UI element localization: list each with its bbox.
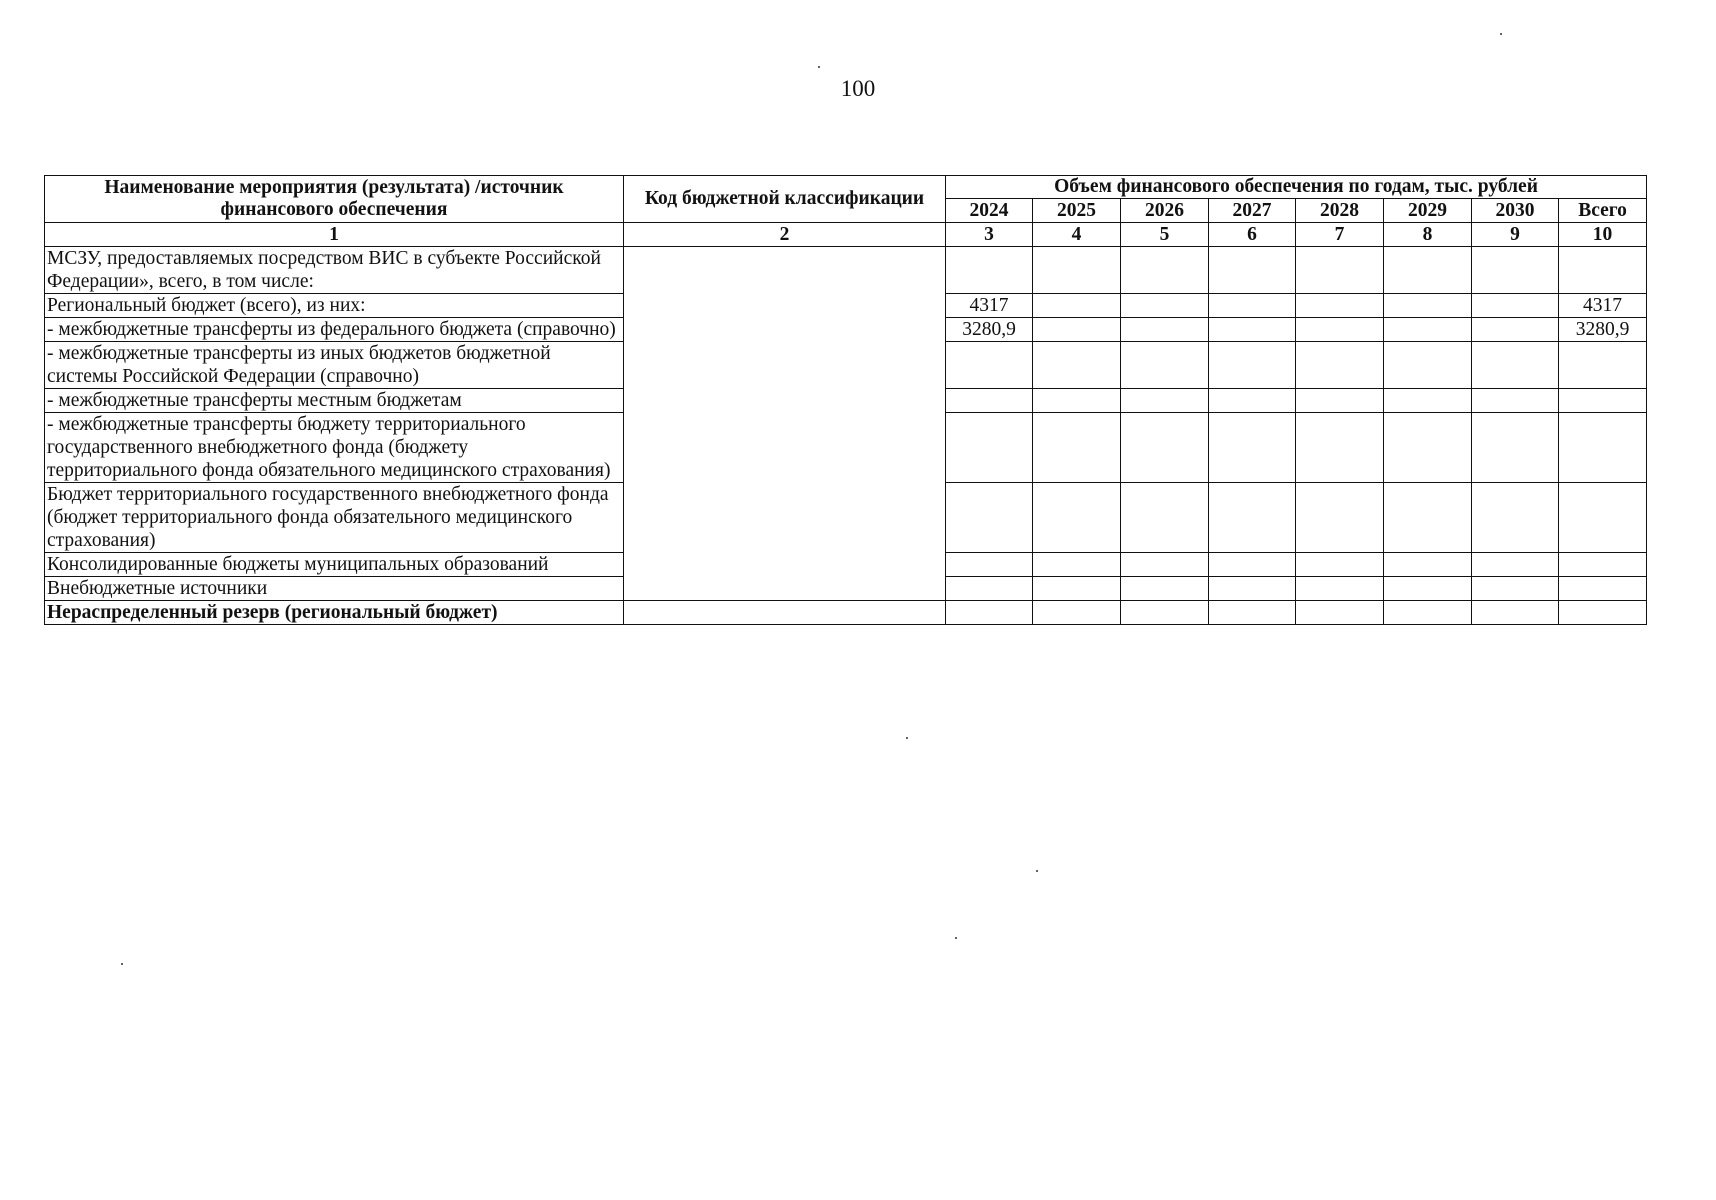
value-cell: [1472, 389, 1559, 413]
scan-speck: [1036, 870, 1038, 872]
value-cell: [1472, 413, 1559, 483]
total-cell: [1559, 389, 1647, 413]
value-cell: [1472, 247, 1559, 294]
value-cell: [1296, 389, 1384, 413]
scan-speck: [906, 737, 908, 739]
value-cell: [1384, 577, 1472, 601]
value-cell: 4317: [946, 294, 1033, 318]
header-code: Код бюджетной классификации: [624, 176, 946, 223]
total-cell: [1559, 601, 1647, 625]
value-cell: [1296, 577, 1384, 601]
value-cell: [1209, 413, 1296, 483]
year-header: 2026: [1121, 199, 1209, 223]
value-cell: [1209, 577, 1296, 601]
value-cell: [1384, 294, 1472, 318]
column-number: 7: [1296, 223, 1384, 247]
scan-speck: [1500, 33, 1502, 35]
value-cell: [1121, 294, 1209, 318]
value-cell: [1296, 601, 1384, 625]
year-header: 2028: [1296, 199, 1384, 223]
total-header: Всего: [1559, 199, 1647, 223]
column-number: 1: [45, 223, 624, 247]
scan-speck: [818, 66, 820, 68]
value-cell: [1121, 247, 1209, 294]
row-name: - межбюджетные трансферты из иных бюджетов бюджетной системы Российской Федерации (справочно): [45, 342, 624, 389]
value-cell: [1033, 342, 1121, 389]
row-name: - межбюджетные трансферты из федерального бюджета (справочно): [45, 318, 624, 342]
value-cell: [1472, 601, 1559, 625]
row-name: Нераспределенный резерв (региональный бюджет): [45, 601, 624, 625]
value-cell: [946, 247, 1033, 294]
value-cell: [1384, 389, 1472, 413]
value-cell: [946, 389, 1033, 413]
total-cell: 3280,9: [1559, 318, 1647, 342]
column-number: 4: [1033, 223, 1121, 247]
value-cell: [1296, 413, 1384, 483]
value-cell: [946, 601, 1033, 625]
value-cell: [1209, 553, 1296, 577]
row-name: - межбюджетные трансферты местным бюджетам: [45, 389, 624, 413]
header-row: [45, 176, 1647, 199]
value-cell: [1384, 342, 1472, 389]
year-header: 2030: [1472, 199, 1559, 223]
header-name: Наименование мероприятия (результата) /источник финансового обеспечения: [45, 176, 624, 223]
value-cell: [1296, 294, 1384, 318]
year-header: 2024: [946, 199, 1033, 223]
total-cell: [1559, 413, 1647, 483]
year-header: 2025: [1033, 199, 1121, 223]
value-cell: [1384, 413, 1472, 483]
value-cell: [1033, 294, 1121, 318]
value-cell: [1472, 342, 1559, 389]
column-number: 8: [1384, 223, 1472, 247]
value-cell: [1209, 247, 1296, 294]
row-name: - межбюджетные трансферты бюджету территориального государственного внебюджетного фонда (бюджету территориального фонда обязательного медицинского страхования): [45, 413, 624, 483]
column-number: 2: [624, 223, 946, 247]
value-cell: [1296, 247, 1384, 294]
value-cell: [1121, 342, 1209, 389]
value-cell: [1384, 553, 1472, 577]
value-cell: [1033, 247, 1121, 294]
value-cell: [1296, 483, 1384, 553]
budget-code-cell: [624, 601, 946, 625]
value-cell: [1296, 342, 1384, 389]
value-cell: [1472, 318, 1559, 342]
row-name: Региональный бюджет (всего), из них:: [45, 294, 624, 318]
total-cell: [1559, 247, 1647, 294]
value-cell: [1384, 483, 1472, 553]
column-number: 6: [1209, 223, 1296, 247]
value-cell: [1033, 318, 1121, 342]
value-cell: [1033, 577, 1121, 601]
value-cell: [946, 342, 1033, 389]
column-number: 3: [946, 223, 1033, 247]
value-cell: [1033, 553, 1121, 577]
value-cell: [1033, 413, 1121, 483]
total-cell: [1559, 553, 1647, 577]
table-row: [45, 601, 1647, 625]
value-cell: [1209, 342, 1296, 389]
value-cell: [1033, 389, 1121, 413]
row-name: Внебюджетные источники: [45, 577, 624, 601]
value-cell: [1121, 389, 1209, 413]
value-cell: [1033, 601, 1121, 625]
column-number-row: [45, 223, 1647, 247]
value-cell: [1121, 577, 1209, 601]
table-row: [45, 247, 1647, 294]
row-name: МСЗУ, предоставляемых посредством ВИС в субъекте Российской Федерации», всего, в том числе:: [45, 247, 624, 294]
value-cell: [1121, 601, 1209, 625]
value-cell: [1209, 389, 1296, 413]
column-number: 10: [1559, 223, 1647, 247]
value-cell: 3280,9: [946, 318, 1033, 342]
value-cell: [946, 577, 1033, 601]
column-number: 5: [1121, 223, 1209, 247]
year-header: 2027: [1209, 199, 1296, 223]
value-cell: [1384, 318, 1472, 342]
value-cell: [1121, 413, 1209, 483]
scan-speck: [955, 937, 957, 939]
value-cell: [946, 483, 1033, 553]
value-cell: [1209, 483, 1296, 553]
total-cell: [1559, 342, 1647, 389]
scan-speck: [121, 963, 123, 965]
value-cell: [1472, 483, 1559, 553]
value-cell: [1472, 294, 1559, 318]
value-cell: [1384, 601, 1472, 625]
value-cell: [1296, 553, 1384, 577]
page-number: 100: [840, 76, 876, 101]
value-cell: [1209, 601, 1296, 625]
value-cell: [946, 553, 1033, 577]
financing-table: [44, 175, 1647, 625]
value-cell: [1209, 318, 1296, 342]
year-header: 2029: [1384, 199, 1472, 223]
total-cell: 4317: [1559, 294, 1647, 318]
value-cell: [946, 413, 1033, 483]
total-cell: [1559, 577, 1647, 601]
column-number: 9: [1472, 223, 1559, 247]
value-cell: [1384, 247, 1472, 294]
row-name: Бюджет территориального государственного внебюджетного фонда (бюджет территориального фонда обязательного медицинского страхования): [45, 483, 624, 553]
value-cell: [1209, 294, 1296, 318]
value-cell: [1033, 483, 1121, 553]
value-cell: [1472, 553, 1559, 577]
value-cell: [1296, 318, 1384, 342]
budget-code-cell: [624, 247, 946, 601]
value-cell: [1472, 577, 1559, 601]
row-name: Консолидированные бюджеты муниципальных образований: [45, 553, 624, 577]
total-cell: [1559, 483, 1647, 553]
header-volume: Объем финансового обеспечения по годам, тыс. рублей: [946, 176, 1647, 199]
value-cell: [1121, 318, 1209, 342]
value-cell: [1121, 483, 1209, 553]
value-cell: [1121, 553, 1209, 577]
